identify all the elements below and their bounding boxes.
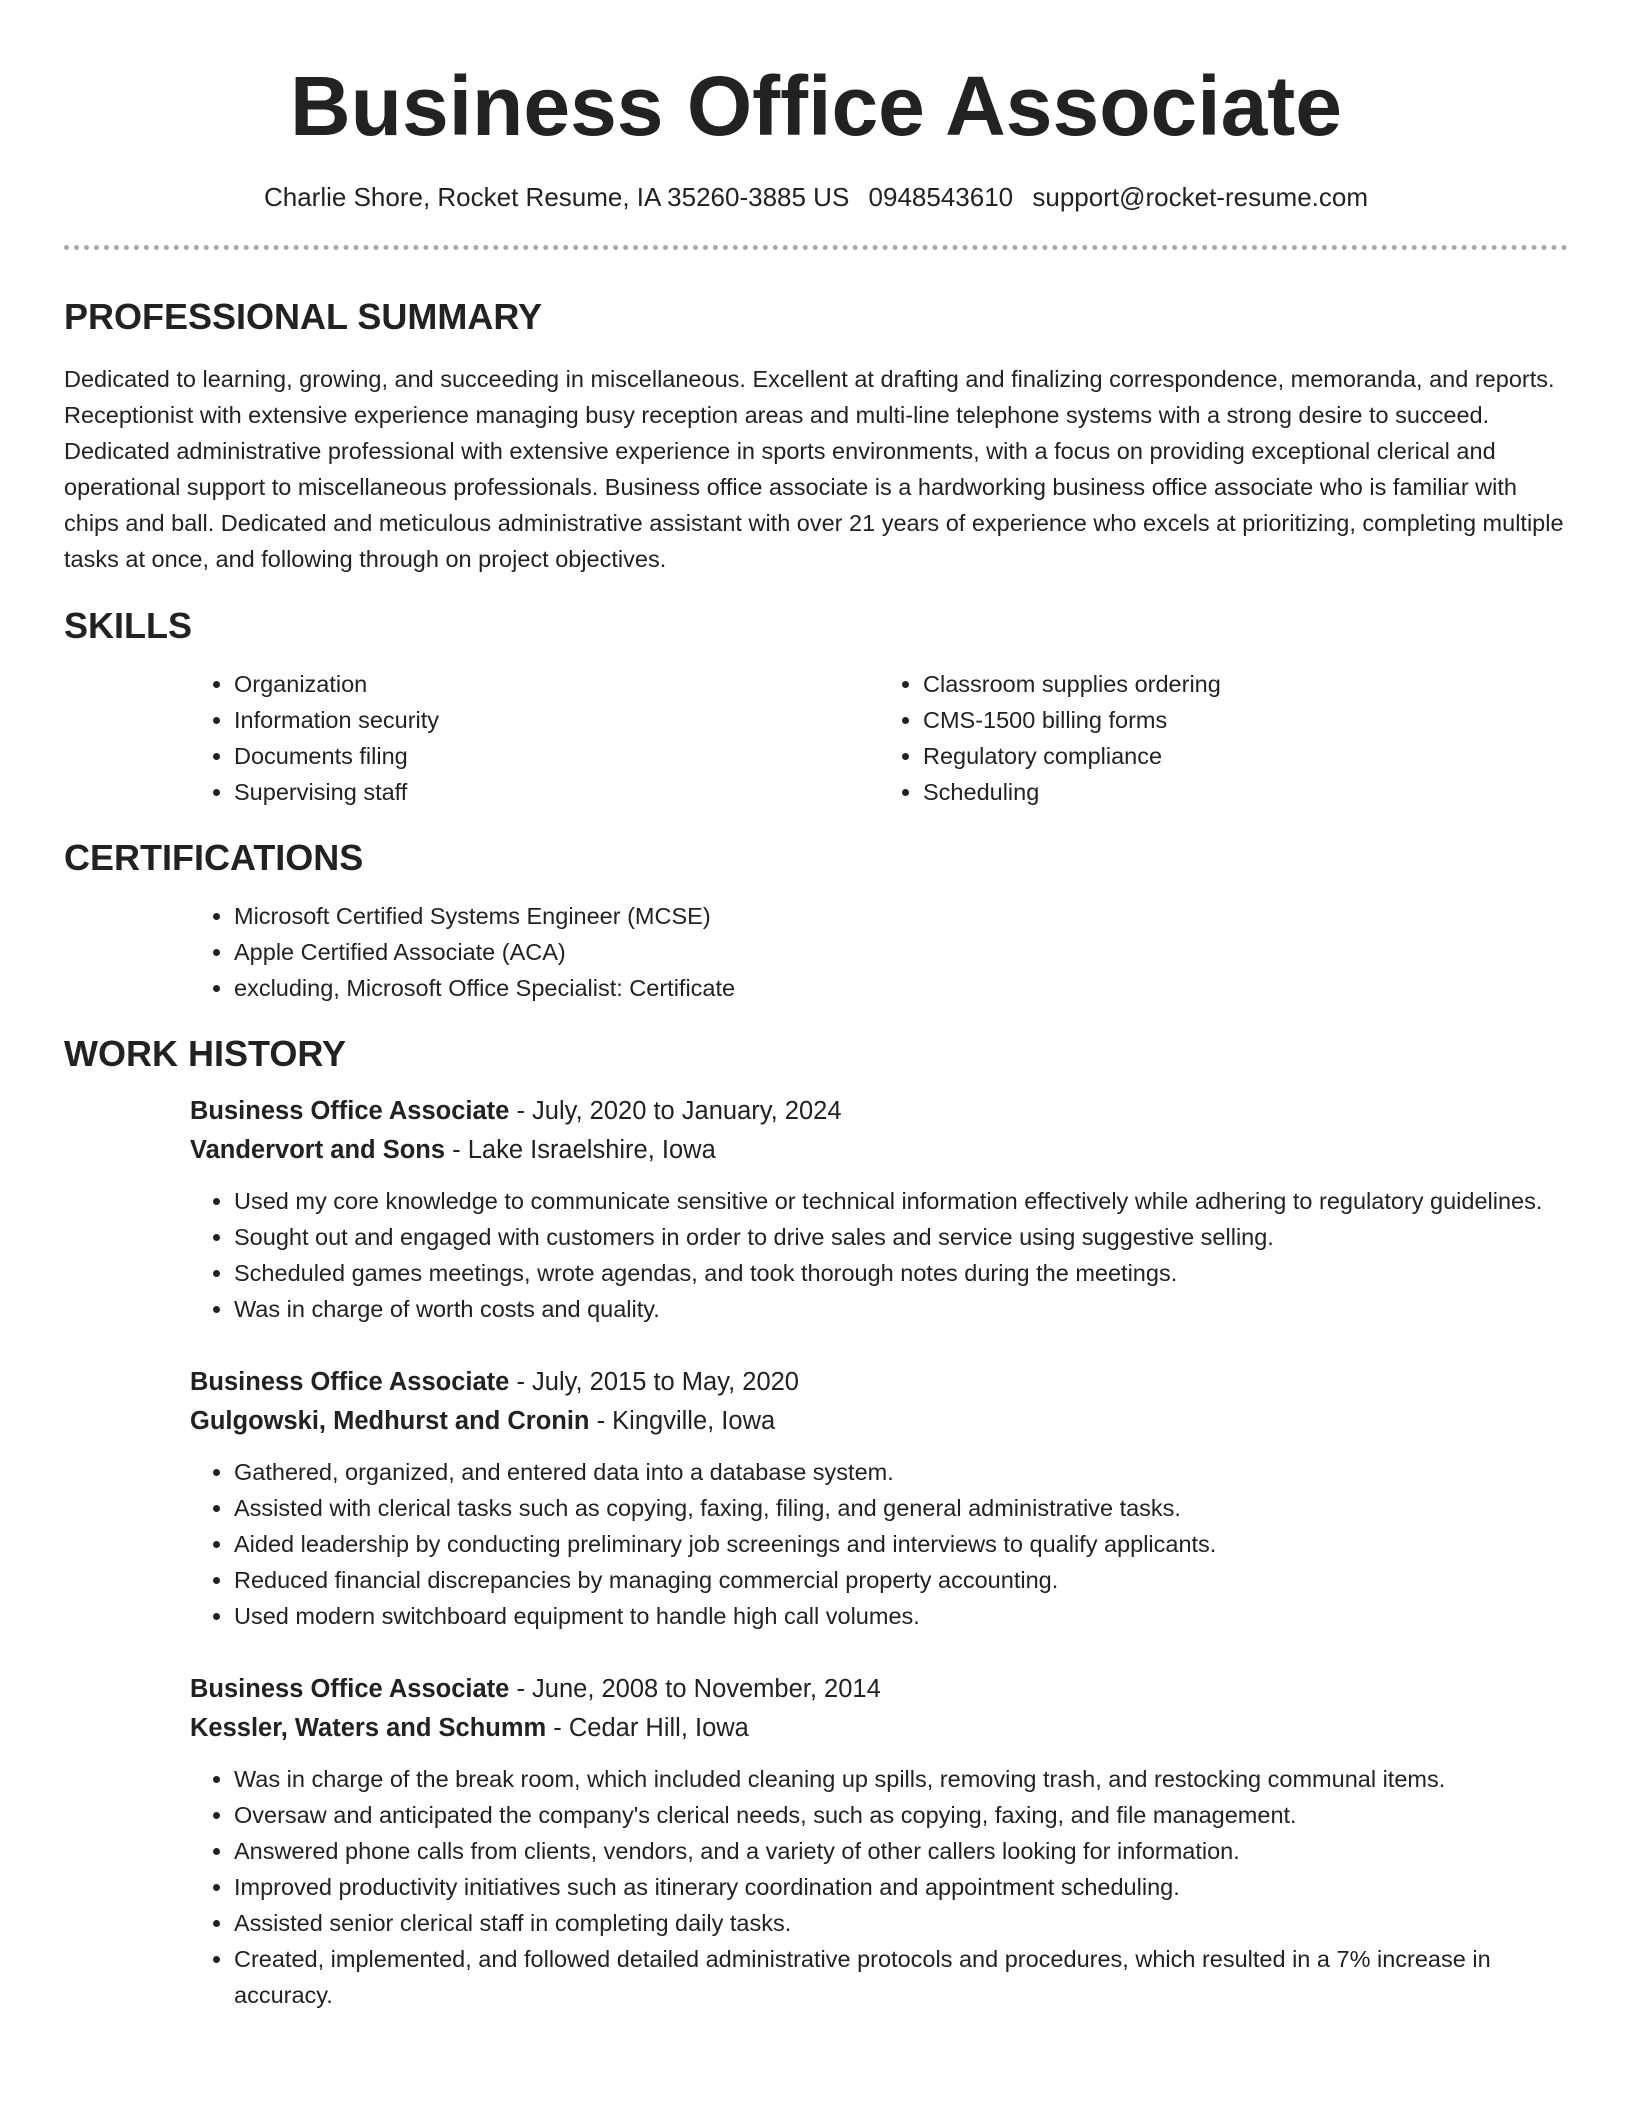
job-location: - Lake Israelshire, Iowa [445, 1136, 716, 1164]
work-heading: WORK HISTORY [64, 1033, 347, 1074]
resume-title: Business Office Associate [290, 59, 1342, 153]
list-item: • Reduced financial discrepancies by managing commercial property accounting. [234, 1562, 1568, 1598]
certifications-list [190, 898, 1568, 1006]
list-item: • Used modern switchboard equipment to handle high call volumes. [234, 1598, 1568, 1634]
job-company-line [190, 1709, 1568, 1748]
summary-section [64, 295, 1568, 577]
job-entry [190, 1363, 1568, 1634]
skills-column-right [879, 666, 1568, 810]
list-item: • Gathered, organized, and entered data into a database system. [234, 1454, 1568, 1490]
job-bullets [190, 1761, 1568, 2013]
job-entry [190, 1092, 1568, 1327]
job-dates: - June, 2008 to November, 2014 [509, 1675, 881, 1703]
list-item: • Information security [234, 702, 879, 738]
list-item: • Aided leadership by conducting preliminary job screenings and interviews to qualify applicants. [234, 1526, 1568, 1562]
job-bullets [190, 1454, 1568, 1634]
contact-line [64, 180, 1568, 214]
job-company: Kessler, Waters and Schumm [190, 1714, 547, 1742]
job-dates: - July, 2020 to January, 2024 [509, 1097, 842, 1125]
job-entry [190, 1670, 1568, 2013]
job-location: - Kingville, Iowa [589, 1407, 776, 1435]
work-section [64, 1032, 1568, 2013]
job-company-line [190, 1131, 1568, 1170]
job-title-line [190, 1092, 1568, 1131]
list-item: • Scheduled games meetings, wrote agendas, and took thorough notes during the meetings. [234, 1255, 1568, 1291]
certifications-heading: CERTIFICATIONS [64, 837, 364, 878]
job-title: Business Office Associate [190, 1675, 510, 1703]
skills-list [190, 666, 1568, 810]
list-item: • Sought out and engaged with customers in order to drive sales and service using suggestive selling. [234, 1219, 1568, 1255]
job-location: - Cedar Hill, Iowa [546, 1714, 749, 1742]
job-company: Vandervort and Sons [190, 1136, 446, 1164]
contact-address: Charlie Shore, Rocket Resume, IA 35260-3885 US [263, 182, 850, 212]
list-item: • Supervising staff [234, 774, 879, 810]
list-item: • Organization [234, 666, 879, 702]
skills-heading: SKILLS [64, 605, 193, 646]
skills-section [64, 604, 1568, 810]
list-item: • Assisted senior clerical staff in completing daily tasks. [234, 1905, 1568, 1941]
contact-phone: 0948543610 [868, 182, 1014, 212]
list-item: • Regulatory compliance [923, 738, 1568, 774]
job-bullets [190, 1183, 1568, 1327]
job-company: Gulgowski, Medhurst and Cronin [190, 1407, 590, 1435]
list-item: • Classroom supplies ordering [923, 666, 1568, 702]
list-item: • Answered phone calls from clients, vendors, and a variety of other callers looking for information. [234, 1833, 1568, 1869]
list-item: • CMS-1500 billing forms [923, 702, 1568, 738]
list-item: • Assisted with clerical tasks such as copying, faxing, filing, and general administrative tasks. [234, 1490, 1568, 1526]
list-item: • Improved productivity initiatives such as itinerary coordination and appointment scheduling. [234, 1869, 1568, 1905]
summary-heading: PROFESSIONAL SUMMARY [64, 296, 543, 337]
job-company-line [190, 1402, 1568, 1441]
summary-text: Dedicated to learning, growing, and succeeding in miscellaneous. Excellent at drafting and finalizing correspondence, memoranda, and reports. Receptionist with extensive experience managing busy reception areas and multi-line telephone systems with a strong desire to succeed. Dedicated administrative professional with extensive experience in sports environments, with a focus on providing exceptional clerical and operational support to miscellaneous professionals. Business office associate is a hardworking business office associate who is familiar with chips and ball. Dedicated and meticulous administrative assistant with over 21 years of experience who excels at prioritizing, completing multiple tasks at once, and following through on project objectives. [64, 366, 1564, 572]
list-item: • Documents filing [234, 738, 879, 774]
job-title-line [190, 1363, 1568, 1402]
list-item: • Created, implemented, and followed detailed administrative protocols and procedures, which resulted in a 7% increase in accuracy. [234, 1941, 1568, 2013]
job-title: Business Office Associate [190, 1097, 510, 1125]
contact-email: support@rocket-resume.com [1032, 182, 1369, 212]
job-dates: - July, 2015 to May, 2020 [509, 1368, 799, 1396]
list-item: • Apple Certified Associate (ACA) [234, 934, 1568, 970]
header-divider [64, 245, 1568, 250]
certifications-section [64, 836, 1568, 1006]
list-item: • Used my core knowledge to communicate sensitive or technical information effectively while adhering to regulatory guidelines. [234, 1183, 1568, 1219]
list-item: • Oversaw and anticipated the company's clerical needs, such as copying, faxing, and file management. [234, 1797, 1568, 1833]
job-title-line [190, 1670, 1568, 1709]
list-item: • excluding, Microsoft Office Specialist: Certificate [234, 970, 1568, 1006]
list-item: • Was in charge of worth costs and quality. [234, 1291, 1568, 1327]
list-item: • Was in charge of the break room, which included cleaning up spills, removing trash, and restocking communal items. [234, 1761, 1568, 1797]
list-item: • Microsoft Certified Systems Engineer (MCSE) [234, 898, 1568, 934]
job-title: Business Office Associate [190, 1368, 510, 1396]
list-item: • Scheduling [923, 774, 1568, 810]
skills-column-left [190, 666, 879, 810]
